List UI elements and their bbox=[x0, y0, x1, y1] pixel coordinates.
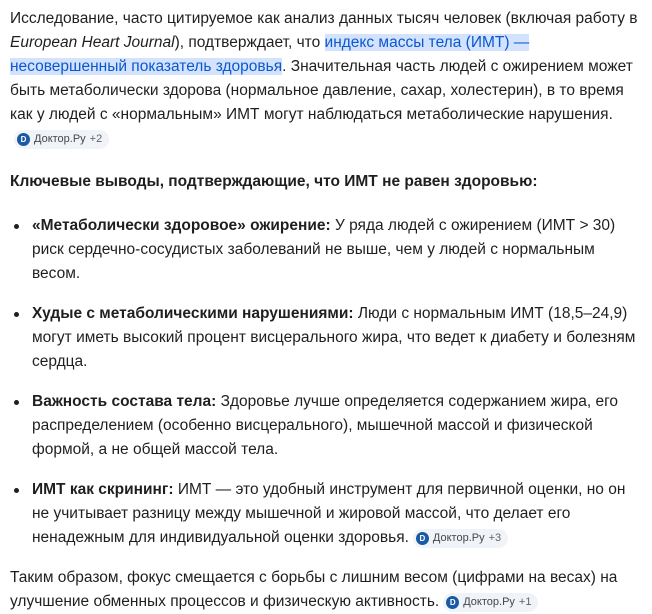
intro-text-mid: ), подтверждает, что bbox=[174, 34, 325, 51]
journal-name: European Heart Journal bbox=[10, 34, 175, 51]
list-item bbox=[32, 478, 642, 550]
list-item-title: Худые с метаболическими нарушениями: bbox=[32, 305, 354, 322]
section-heading: Ключевые выводы, подтверждающие, что ИМТ не равен здоровью: bbox=[10, 173, 538, 190]
list-item-title: ИМТ как скрининг: bbox=[32, 481, 174, 498]
source-chip-conclusion[interactable] bbox=[443, 593, 538, 612]
source-chip-screening[interactable] bbox=[413, 529, 508, 548]
list-item-text: У ряда людей с ожирением (ИМТ > 30) риск сердечно-сосудистых заболеваний не выше, чем у людей с нормальным весом. bbox=[32, 217, 616, 282]
intro-text-before: Исследование, часто цитируемое как анализ данных тысяч человек (включая работу в bbox=[10, 10, 638, 27]
source-logo-icon: D bbox=[416, 532, 429, 545]
key-findings-list bbox=[10, 214, 642, 550]
source-count: +2 bbox=[89, 133, 103, 145]
list-item bbox=[32, 390, 642, 462]
list-item-title: Важность состава тела: bbox=[32, 393, 217, 410]
source-count: +1 bbox=[518, 596, 532, 608]
source-name: Доктор.Ру bbox=[34, 133, 86, 145]
list-item-text: ИМТ — это удобный инструмент для первичной оценки, но он не учитывает разницу между мышечной и жировой массой, что делает его ненадежным для индивидуальной оценки здоровья. bbox=[32, 481, 626, 546]
source-count: +3 bbox=[488, 532, 502, 544]
source-chip-intro[interactable] bbox=[14, 130, 109, 149]
list-item-title: «Метаболически здоровое» ожирение: bbox=[32, 217, 331, 234]
source-name: Доктор.Ру bbox=[432, 532, 485, 544]
source-name: Доктор.Ру bbox=[463, 596, 515, 608]
source-logo-icon: D bbox=[17, 133, 30, 146]
conclusion-paragraph bbox=[10, 566, 642, 614]
source-logo-icon: D bbox=[446, 596, 459, 609]
highlighted-claim-link[interactable]: индекс массы тела (ИМТ) — несовершенный показатель здоровья bbox=[10, 34, 530, 75]
list-item-text: Люди с нормальным ИМТ (18,5–24,9) могут иметь высокий процент висцерального жира, что ведет к диабету и болезням сердца. bbox=[32, 305, 636, 370]
list-item bbox=[32, 302, 642, 374]
intro-paragraph bbox=[10, 7, 642, 151]
conclusion-text: Таким образом, фокус смещается с борьбы с лишним весом (цифрами на весах) на улучшение обменных процессов и физическую активность. bbox=[10, 569, 618, 610]
intro-text-after: . Значительная часть людей с ожирением может быть метаболически здорова (нормальное давление, сахар, холестерин), в то время как у людей с «нормальным» ИМТ могут наблюдаться метаболические нарушения. bbox=[10, 58, 633, 123]
list-item-text: Здоровье лучше определяется содержанием жира, его распределением (особенно висцерального), мышечной массой и физической формой, а не общей массой тела. bbox=[32, 393, 619, 458]
list-item bbox=[32, 214, 642, 286]
